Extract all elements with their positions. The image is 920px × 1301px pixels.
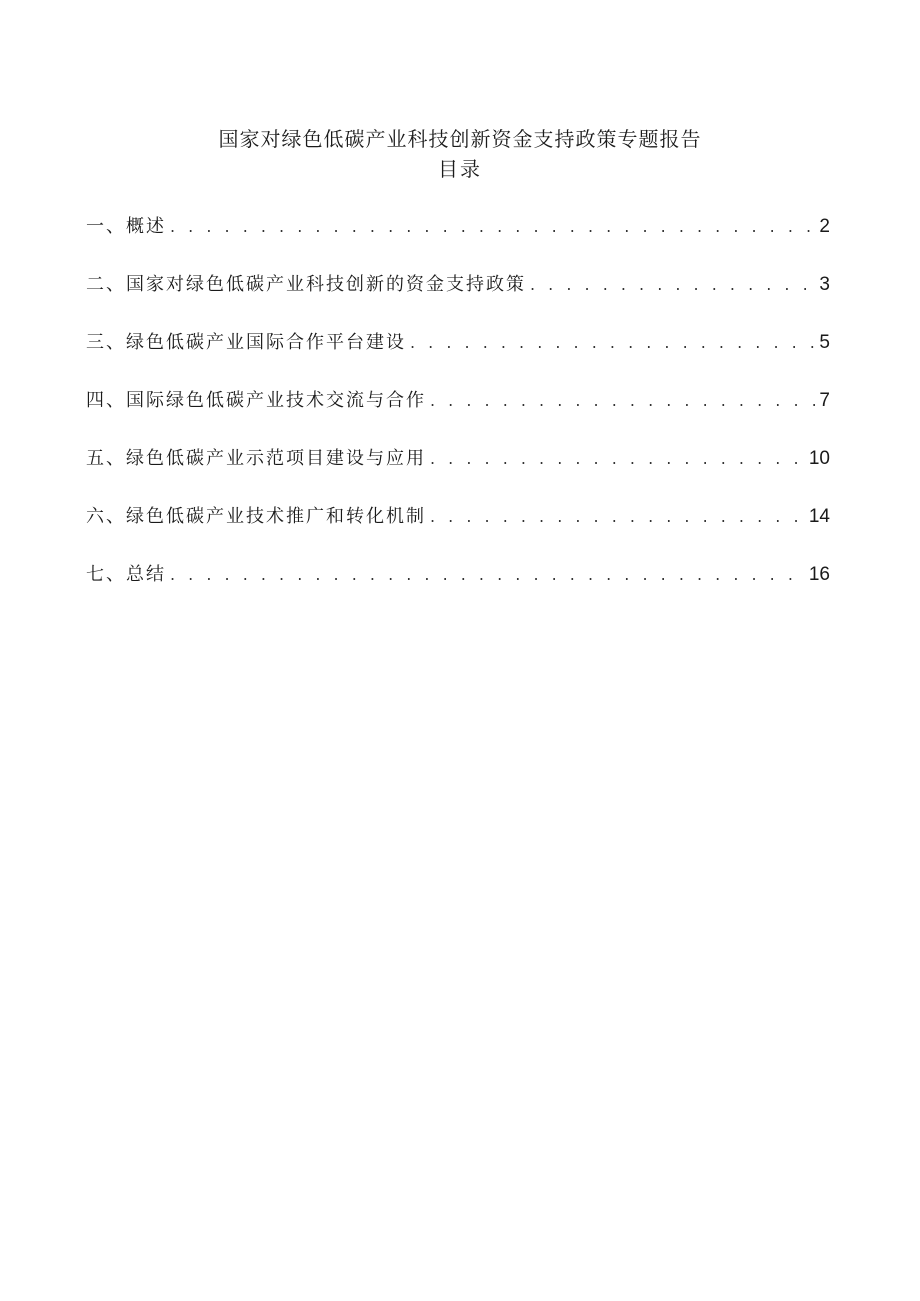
toc-entry-tech-transfer[interactable] [86, 502, 830, 560]
toc-entry-intl-platform[interactable] [86, 328, 830, 386]
toc-page-number: 14 [808, 506, 830, 527]
toc-leader-dots [530, 270, 815, 300]
toc-page-number: 2 [819, 216, 830, 237]
toc-entry-intl-exchange[interactable] [86, 386, 830, 444]
toc-page-number: 5 [819, 332, 830, 353]
toc-entry-label: 二、国家对绿色低碳产业科技创新的资金支持政策 [86, 274, 526, 295]
toc-entry-demo-projects[interactable] [86, 444, 830, 502]
toc-page-number: 3 [819, 274, 830, 295]
toc-heading: 目录 [438, 157, 482, 181]
toc-entry-summary[interactable] [86, 560, 830, 618]
toc-page-number: 16 [808, 564, 830, 585]
toc-leader-dots [410, 328, 815, 358]
toc-page-number: 10 [808, 448, 830, 469]
toc-page-number: 7 [819, 390, 830, 411]
toc-entry-overview[interactable] [86, 212, 830, 270]
toc-entry-label: 四、国际绿色低碳产业技术交流与合作 [86, 390, 426, 411]
toc-entry-funding-policy[interactable] [86, 270, 830, 328]
table-of-contents [86, 212, 830, 618]
document-title: 国家对绿色低碳产业科技创新资金支持政策专题报告 [218, 127, 702, 151]
toc-leader-dots [430, 444, 805, 474]
toc-leader-dots [170, 560, 805, 590]
toc-entry-label: 六、绿色低碳产业技术推广和转化机制 [86, 506, 426, 527]
toc-entry-label: 一、概述 [86, 216, 166, 237]
toc-entry-label: 三、绿色低碳产业国际合作平台建设 [86, 332, 406, 353]
toc-entry-label: 五、绿色低碳产业示范项目建设与应用 [86, 448, 426, 469]
title-block [0, 124, 920, 184]
toc-leader-dots [430, 386, 815, 416]
toc-entry-label: 七、总结 [86, 564, 166, 585]
toc-leader-dots [170, 212, 815, 242]
toc-leader-dots [430, 502, 805, 532]
